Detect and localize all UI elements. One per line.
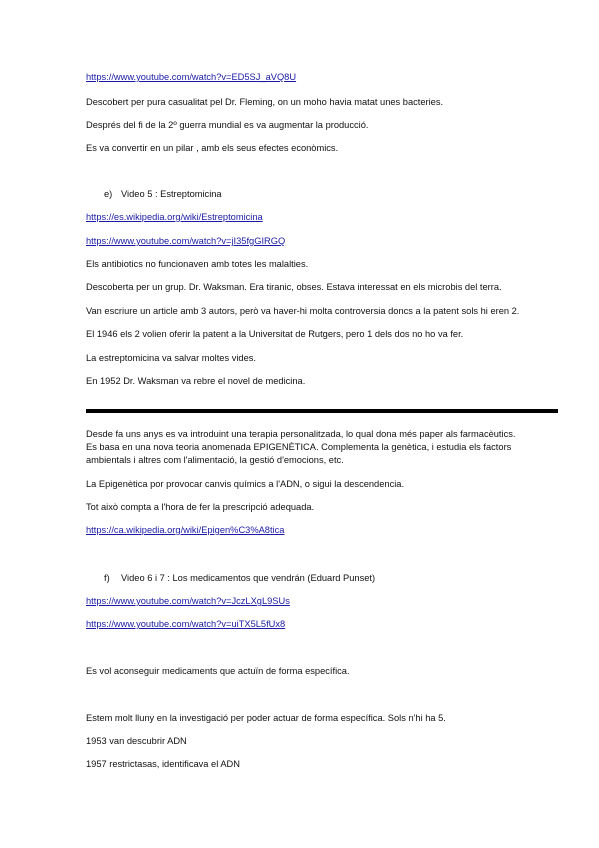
section-title-f: Video 6 i 7 : Los medicamentos que vendrán (Eduard Punset) [121, 573, 376, 583]
wikipedia-link-streptomycin[interactable]: https://es.wikipedia.org/wiki/Estreptomicina [86, 212, 263, 222]
youtube-link-video-7[interactable]: https://www.youtube.com/watch?v=uiTX5L5fUx8 [86, 619, 286, 629]
text-line: En 1952 Dr. Waksman va rebre el novel de medicina. [86, 376, 306, 386]
wikipedia-link-epigenetics[interactable]: https://ca.wikipedia.org/wiki/Epigen%C3%A8tica [86, 525, 285, 535]
section-marker-f: f) [104, 573, 110, 583]
youtube-link-penicillin[interactable]: https://www.youtube.com/watch?v=ED5SJ_aVQ8U [86, 72, 297, 82]
text-line: 1953 van descubrir ADN [86, 736, 187, 746]
text-line: Després del fi de la 2º guerra mundial es va augmentar la producció. [86, 120, 369, 130]
paragraph-line: Desde fa uns anys es va introduint una terapia personalitzada, lo qual dona més paper als farmacèutics. [86, 429, 516, 439]
paragraph-line: ambientals i altres com l'alimentació, la gestió d'emocions, etc. [86, 455, 344, 465]
text-line: Descobert per pura casualitat pel Dr. Fleming, on un moho havia matat unes bacteries. [86, 97, 444, 107]
section-marker-e: e) [104, 189, 113, 199]
text-line: La Epigenètica por provocar canvis químics a l'ADN, o sigui la descendencia. [86, 479, 405, 489]
text-line: Tot això compta a l'hora de fer la prescripció adequada. [86, 502, 315, 512]
paragraph-line: Es basa en una nova teoria anomenada EPIGENÈTICA. Complementa la genètica, i estudia els factors [86, 442, 512, 452]
youtube-link-video-6[interactable]: https://www.youtube.com/watch?v=JczLXgL9SUs [86, 596, 290, 606]
text-line: Es va convertir en un pilar , amb els seus efectes econòmics. [86, 143, 339, 153]
text-line: El 1946 els 2 volien oferir la patent a la Universitat de Rutgers, pero 1 dels dos no ho va fer. [86, 329, 464, 339]
text-line: Es vol aconseguir medicaments que actuïn de forma específica. [86, 666, 350, 676]
text-line: Els antibiotics no funcionaven amb totes les malalties. [86, 259, 309, 269]
text-line: Descoberta per un grup. Dr. Waksman. Era tiranic, obses. Estava interessat en els microbis del terra. [86, 282, 502, 292]
text-line: 1957 restrictasas, identificava el ADN [86, 759, 240, 769]
youtube-link-streptomycin[interactable]: https://www.youtube.com/watch?v=jI35fgGIRGQ [86, 236, 286, 246]
horizontal-rule [86, 409, 558, 413]
text-line: La estreptomicina va salvar moltes vides. [86, 353, 256, 363]
section-title-e: Video 5 : Estreptomicina [121, 189, 222, 199]
text-line: Estem molt lluny en la investigació per poder actuar de forma específica. Sols n'hi ha 5. [86, 713, 446, 723]
text-line: Van escriure un article amb 3 autors, però va haver-hi molta controversia doncs a la patent sols hi eren 2. [86, 306, 520, 316]
